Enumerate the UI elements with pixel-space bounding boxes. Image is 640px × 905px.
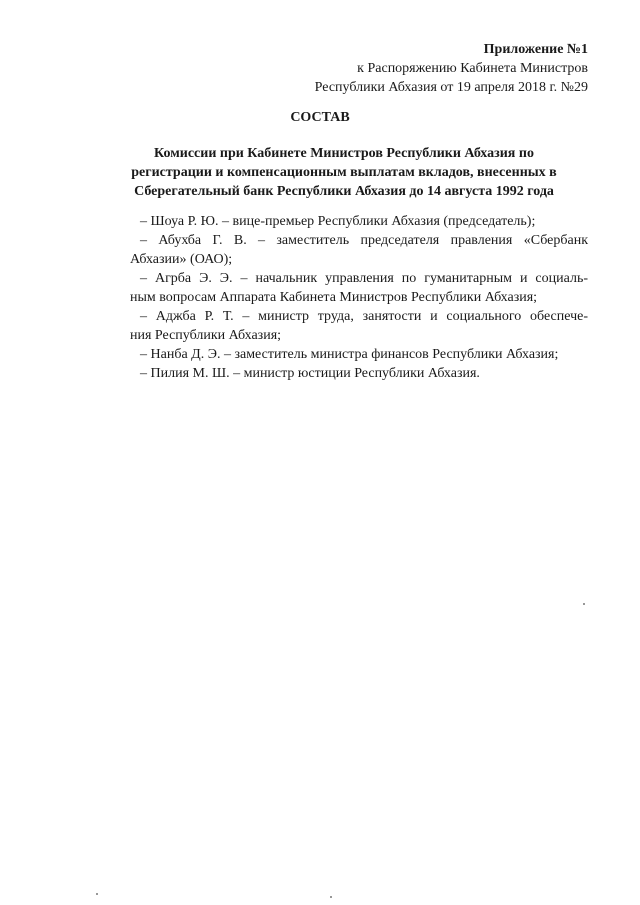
document-heading: СОСТАВ <box>290 110 350 125</box>
commission-title <box>110 144 578 201</box>
member-line: ным вопросам Аппарата Кабинета Министров Республики Абхазия; <box>130 290 538 305</box>
member-line: – Агрба Э. Э. – начальник управления по гуманитарным и социаль- <box>140 271 588 286</box>
scan-speck <box>330 896 332 898</box>
appendix-reference-line-1: к Распоряжению Кабинета Министров <box>357 61 588 76</box>
member-line: – Пилия М. Ш. – министр юстиции Республики Абхазия. <box>140 366 480 381</box>
appendix-header <box>315 40 588 97</box>
scan-speck <box>583 603 585 605</box>
member-line: – Аджба Р. Т. – министр труда, занятости и социального обеспече- <box>140 309 588 324</box>
member-item <box>130 212 588 231</box>
member-item <box>130 364 588 383</box>
appendix-reference-line-2: Республики Абхазия от 19 апреля 2018 г. №29 <box>314 80 588 95</box>
member-line: – Нанба Д. Э. – заместитель министра финансов Республики Абхазия; <box>140 347 559 362</box>
appendix-title: Приложение №1 <box>483 42 588 57</box>
member-list <box>130 212 588 383</box>
member-line: ния Республики Абхазия; <box>130 328 282 343</box>
commission-title-line-3: Сберегательный банк Республики Абхазия до 14 августа 1992 года <box>134 184 554 199</box>
member-line: – Абухба Г. В. – заместитель председателя правления «Сбербанк <box>140 233 588 248</box>
member-item <box>130 269 588 307</box>
scan-speck <box>96 893 98 895</box>
member-item <box>130 345 588 364</box>
commission-title-line-2: регистрации и компенсационным выплатам вкладов, внесенных в <box>131 165 557 180</box>
member-line: Абхазии» (ОАО); <box>130 252 233 267</box>
member-item <box>130 231 588 269</box>
member-line: – Шоуа Р. Ю. – вице-премьер Республики Абхазия (председатель); <box>140 214 536 229</box>
member-item <box>130 307 588 345</box>
commission-title-line-1: Комиссии при Кабинете Министров Республики Абхазия по <box>154 146 534 161</box>
